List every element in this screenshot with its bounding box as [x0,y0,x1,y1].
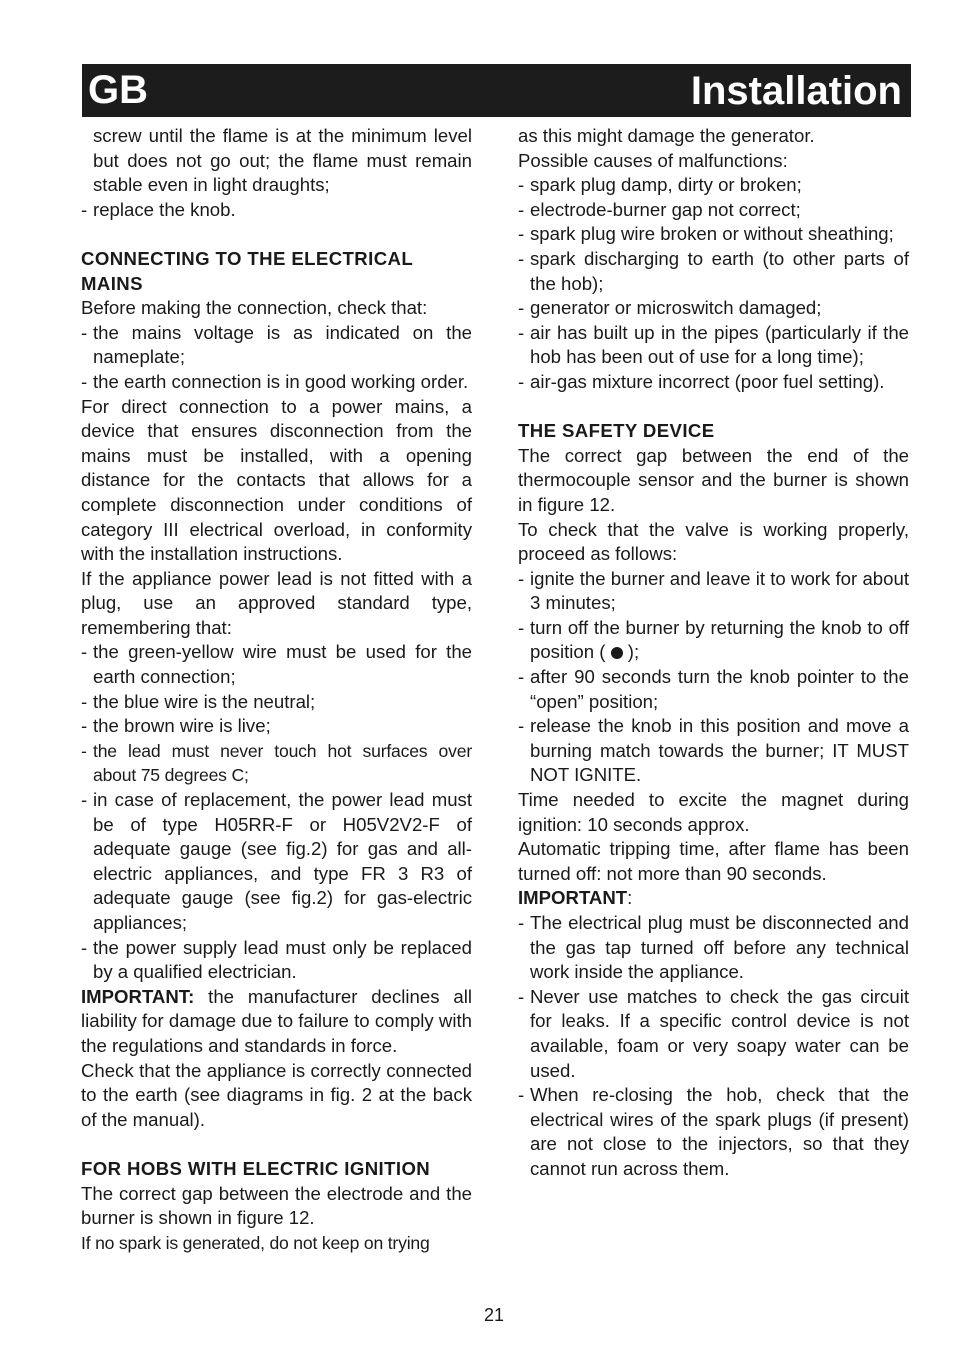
section-heading-safety: THE SAFETY DEVICE [518,420,715,442]
list-item: - spark plug damp, dirty or broken; [518,173,909,198]
list-item: - Never use matches to check the gas circuit for leaks. If a specific control device is not available, foam or very soapy water can be used. [518,985,909,1083]
paragraph-continuation: as this might damage the generator. [518,125,815,146]
important-heading [518,886,909,911]
list-item: - The electrical plug must be disconnected and the gas tap turned off before any technical work inside the appliance. [518,911,909,985]
list-item: - replace the knob. [81,198,472,223]
step-text: turn off the burner by returning the knob to off position ( [530,616,909,663]
section-heading-ignition: FOR HOBS WITH ELECTRIC IGNITION [81,1157,431,1179]
important-text: the manufacturer declines all liability for damage due to failure to comply with the regulations and standards in force. [81,985,472,1056]
step-text-end: ); [622,641,640,663]
important-label: IMPORTANT: [81,985,195,1007]
left-column [81,124,472,1255]
list-item: - spark plug wire broken or without sheathing; [518,222,909,247]
paragraph: Automatic tripping time, after flame has been turned off: not more than 90 seconds. [518,838,909,884]
list-item [518,616,909,665]
paragraph: Time needed to excite the magnet during ignition: 10 seconds approx. [518,789,909,835]
list-item: - the earth connection is in good working order. [81,370,472,395]
paragraph: If the appliance power lead is not fitted with a plug, use an approved standard type, remembering that: [81,567,472,638]
paragraph: Possible causes of malfunctions: [518,149,788,171]
list-item: - electrode-burner gap not correct; [518,198,909,223]
list-item: - the green-yellow wire must be used for the earth connection; [81,640,472,689]
paragraph-continuation: screw until the flame is at the minimum level but does not go out; the flame must remain stable even in light draughts; [93,125,472,196]
right-column [518,124,909,1182]
list-item: - after 90 seconds turn the knob pointer to the “open” position; [518,665,909,714]
list-item: - in case of replacement, the power lead must be of type H05RR-F or H05V2V2-F of adequate gauge (see fig.2) for gas and all-electric appliances, and type FR 3 R3 of adequate gauge (see fig.2) for gas-electric appliances; [81,788,472,936]
list-item: - the lead must never touch hot surfaces over about 75 degrees C; [81,739,472,788]
paragraph: The correct gap between the end of the thermocouple sensor and the burner is shown in figure 12. [518,444,909,515]
filled-circle-icon [611,647,623,659]
list-item: - When re-closing the hob, check that the electrical wires of the spark plugs (if present) are not close to the injectors, so that they cannot run across them. [518,1083,909,1181]
paragraph: Before making the connection, check that: [81,297,428,319]
list-item: - air-gas mixture incorrect (poor fuel setting). [518,370,909,395]
paragraph: For direct connection to a power mains, a device that ensures disconnection from the mains must be installed, with a opening distance for the contacts that allows for a complete disconnection under conditions of category III electrical overload, in conformity with the installation instructions. [81,395,472,565]
page-title: Installation [690,69,902,113]
list-item: - the power supply lead must only be replaced by a qualified electrician. [81,936,472,985]
list-item: - the brown wire is live; [81,714,472,739]
important-colon: : [627,887,633,909]
paragraph: If no spark is generated, do not keep on trying [81,1232,430,1253]
list-item: - spark discharging to earth (to other parts of the hob); [518,247,909,296]
language-code: GB [88,68,148,112]
list-item: - the blue wire is the neutral; [81,690,472,715]
list-item: - generator or microswitch damaged; [518,296,909,321]
important-note [81,985,472,1059]
list-item: - air has built up in the pipes (particularly if the hob has been out of use for a long time); [518,321,909,370]
paragraph: To check that the valve is working properly, proceed as follows: [518,518,909,565]
paragraph: The correct gap between the electrode and the burner is shown in figure 12. [81,1182,472,1229]
paragraph: Check that the appliance is correctly connected to the earth (see diagrams in fig. 2 at the back of the manual). [81,1059,472,1130]
list-item: - release the knob in this position and move a burning match towards the burner; IT MUST NOT IGNITE. [518,714,909,788]
section-heading-electrical: CONNECTING TO THE ELECTRICAL MAINS [81,247,413,294]
list-item: - the mains voltage is as indicated on the nameplate; [81,321,472,370]
page-header [82,64,911,117]
page-number: 21 [483,1305,505,1325]
list-item: - ignite the burner and leave it to work for about 3 minutes; [518,567,909,616]
important-label: IMPORTANT [518,887,628,909]
